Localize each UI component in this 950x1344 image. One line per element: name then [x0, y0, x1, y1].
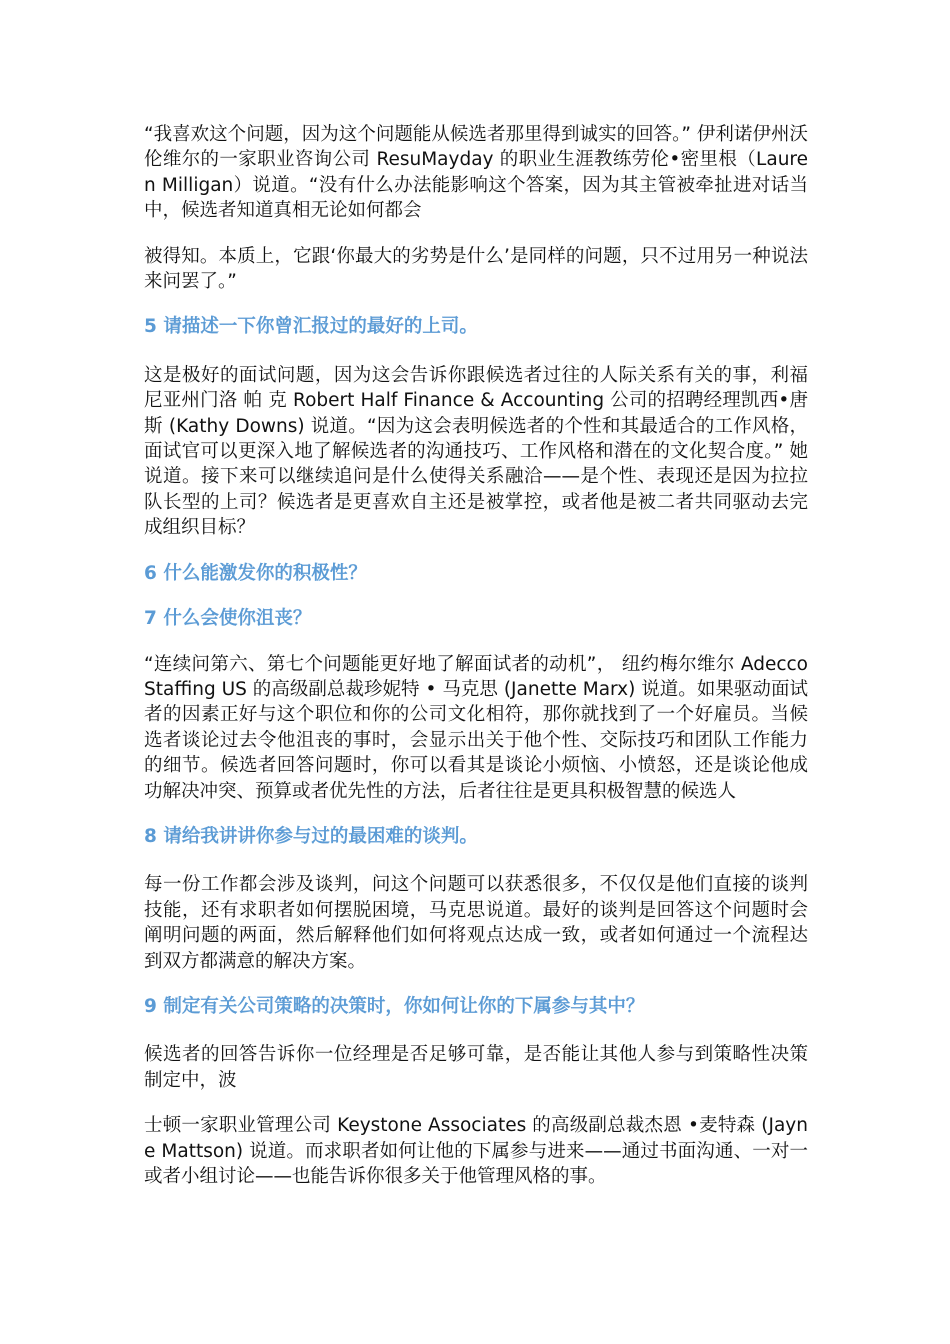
question-8-heading: 8 请给我讲讲你参与过的最困难的谈判。 — [144, 825, 478, 847]
document-body — [144, 122, 808, 1189]
paragraph-negotiation: 每一份工作都会涉及谈判，问这个问题可以获悉很多，不仅仅是他们直接的谈判技能，还有求职者如何摆脱困境，马克思说道。最好的谈判是回答这个问题时会阐明问题的两面，然后解释他们如何将观点达成一致，或者如何通过一个流程达到双方都满意的解决方案。 — [144, 874, 808, 972]
paragraph-strategy: 候选者的回答告诉你一位经理是否足够可靠，是否能让其他人参与到策略性决策制定中，波 — [144, 1044, 808, 1091]
question-7-heading: 7 什么会使你沮丧？ — [144, 608, 312, 630]
question-9-heading: 9 制定有关公司策略的决策时，你如何让你的下属参与其中？ — [144, 995, 645, 1017]
paragraph-marx: “连续问第六、第七个问题能更好地了解面试者的动机”， 纽约梅尔维尔 Adecco Staffing US 的高级副总裁珍妮特 • 马克思 (Janette Marx) 说道。如果驱动面试者的因素正好与这个职位和你的公司文化相符，那你就找到了一个好雇员。当候选者谈论过去令他沮丧的事时，会显示出关于他个性、交际技巧和团队工作能力的细节。候选者回答问题时，你可以看其是谈论小烦恼、小愤怒，还是谈论他成功解决冲突、预算或者优先性的方法，后者往往是更具积极智慧的候选人 — [144, 653, 808, 802]
paragraph-milligan-quote-end: 被得知。本质上，它跟‘你最大的劣势是什么’是同样的问题，只不过用另一种说法来问罢了。” — [144, 245, 808, 293]
paragraph-milligan-quote: “我喜欢这个问题，因为这个问题能从候选者那里得到诚实的回答。” 伊利诺伊州沃伦维尔的一家职业咨询公司 ResuMayday 的职业生涯教练劳伦•密里根（Lauren Milligan）说道。“没有什么办法能影响这个答案，因为其主管被牵扯进对话当中，候选者知道真相无论如何都会 — [144, 124, 808, 222]
question-5-heading: 5 请描述一下你曾汇报过的最好的上司。 — [144, 316, 478, 338]
paragraph-mattson: 士顿一家职业管理公司 Keystone Associates 的高级副总裁杰恩 •麦特森 (Jayne Mattson) 说道。而求职者如何让他的下属参与进来——通过书面沟通、一对一或者小组讨论——也能告诉你很多关于他管理风格的事。 — [144, 1115, 808, 1187]
question-6-heading: 6 什么能激发你的积极性？ — [144, 562, 367, 584]
paragraph-downs: 这是极好的面试问题，因为这会告诉你跟候选者过往的人际关系有关的事，利福尼亚州门洛 帕 克 Robert Half Finance & Accounting 公司的招聘经理凯西•唐斯 (Kathy Downs) 说道。“因为这会表明候选者的个性和其最适合的工作风格，面试官可以更深入地了解候选者的沟通技巧、工作风格和潜在的文化契合度。” 她说道。接下来可以继续追问是什么使得关系融洽——是个性、表现还是因为拉拉队长型的上司？候选者是更喜欢自主还是被掌控，或者他是被二者共同驱动去完成组织目标？ — [144, 364, 808, 539]
